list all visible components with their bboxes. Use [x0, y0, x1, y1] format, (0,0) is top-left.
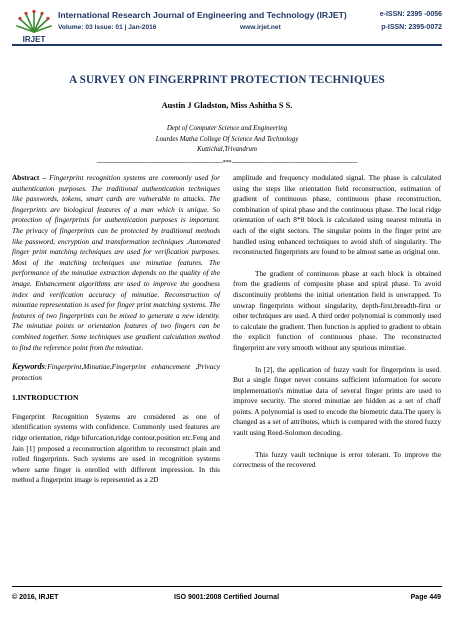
author-affiliation — [12, 124, 442, 156]
abstract — [12, 173, 220, 353]
e-issn: e-ISSN: 2395 -0056 — [379, 11, 442, 18]
keywords-label: Keywords — [12, 362, 45, 372]
p-issn: p-ISSN: 2395-0072 — [381, 24, 442, 31]
keywords — [12, 362, 220, 383]
volume-issue: Volume: 03 Issue: 01 | Jan-2016 — [58, 24, 157, 31]
footer-rule — [12, 586, 442, 587]
journal-name: International Research Journal of Engineering and Technology (IRJET) — [58, 10, 347, 20]
body-paragraph: amplitude and frequency modulated signal. The phase is calculated using the steps like orientation field reconstruction, estimation of gradient of continuous phase, continuous phase reconstruction, combination of spiral phase and the continuous phase. The local ridge orientation of each 8*8 block is calculated using nearest minutia in each of the eight sectors. The singular points in the finger print are handled using enhanced techniques to avoid shift of singularity. The reconstructed fingerprints are found to be almost same as original one. — [233, 173, 441, 257]
section-separator: ---------------------------------------------------------------------***--------------------------------------------------------------------- — [96, 159, 358, 166]
footer-copyright: © 2016, IRJET — [12, 594, 59, 601]
body-paragraph: In [2], the application of fuzzy vault for fingerprints is used. But a single finger never contains sufficient information for secure implementation's minutiae data of several finger prints are used to improve security. The stored minutiae are hidden as a set of chaff points. A polynomial is used to encode the biometric data.The query is changed as a set of attributes, which is compared with the stored fuzzy vault using Reed-Solomon decoding. — [233, 364, 441, 438]
abstract-dash: – — [39, 173, 50, 182]
intro-paragraph: Fingerprint Recognition Systems are considered as one of identification systems with confidence. Commonly used features are ridge orientation, ridge bifurcation,ridge contour,position etc.Feng and Jain [1] proposed a reconstruction algorithm to reconstruct plain and rolled fingerprints. Such systems are used in recognition systems where same finger is enrolled with different impression. In this method a fingerprint image is represented as a 2D — [12, 411, 220, 485]
journal-website-link[interactable]: www.irjet.net — [240, 24, 281, 31]
section-heading-introduction: 1.INTRODUCTION — [12, 393, 79, 403]
affiliation-line: Dept of Computer Science and Engineering — [166, 125, 288, 132]
body-paragraph: The gradient of continuous phase at each block is obtained from the gradients of composite phase and spiral phase. To avoid discontinuity problems the initial orientation field is unwrapped. To unwrap fingerprints without singularity, depth-first,breadth-first or other techniques are used. A third order polynomial is commonly used to calculate the gradient. Then function is applied to gradient to obtain the explicit function of continuous phase. The reconstructed fingerprint are very smooth without any spurious minutiae. — [233, 268, 441, 352]
body-paragraph: This fuzzy vault technique is error tolerant. To improve the correctness of the recovered — [233, 449, 441, 470]
keywords-text: :Fingerprint,Minutiae,Fingerprint enhancement ,Privacy protection — [12, 362, 220, 382]
irjet-logo-icon — [12, 8, 56, 44]
paper-title: A SURVEY ON FINGERPRINT PROTECTION TECHNIQUES — [69, 74, 385, 86]
footer-page-number: Page 449 — [410, 594, 441, 601]
affiliation-line: Kuttichal,Trivandrum — [197, 146, 257, 153]
left-column — [12, 173, 220, 486]
right-column — [233, 173, 441, 471]
paper-authors: Austin J Gladston, Miss Ashitha S S. — [161, 101, 293, 110]
affiliation-line: Lourdes Matha College Of Science And Technology — [155, 135, 299, 143]
footer-certification: ISO 9001:2008 Certified Journal — [173, 594, 280, 601]
header-rule — [12, 44, 442, 46]
logo-text: IRJET — [22, 35, 46, 44]
abstract-text: Fingerprint recognition systems are commonly used for authentication purposes. The traditional authentication techniques like passwords, tokens, smart cards are vulnerable to attacks. The fingerprints are biological features of a man which is unique. So protection of fingerprints for authentication purposes is important. The privacy of fingerprints can be protected by traditional methods like password, encryption and transformation techniques .Automated finger print matching techniques are used for verification purposes. Most of the matching techniques use minutiae features. The performance of the minutiae extraction depends on the quality of the image. Enhancement algorithms are used to improve the goodness index and verification accuracy of minutiae. Reconstruction of minutiae representation is used for finger print matching systems. The features of two fingerprints can be mixed to generate a new identity. The minutiae points or orientation features of two fingers can be combined together. Some techniques use gradient calculation method to find the reference point from the minutiae. — [12, 173, 220, 352]
abstract-label: Abstract — [12, 173, 40, 182]
journal-header — [12, 8, 442, 44]
